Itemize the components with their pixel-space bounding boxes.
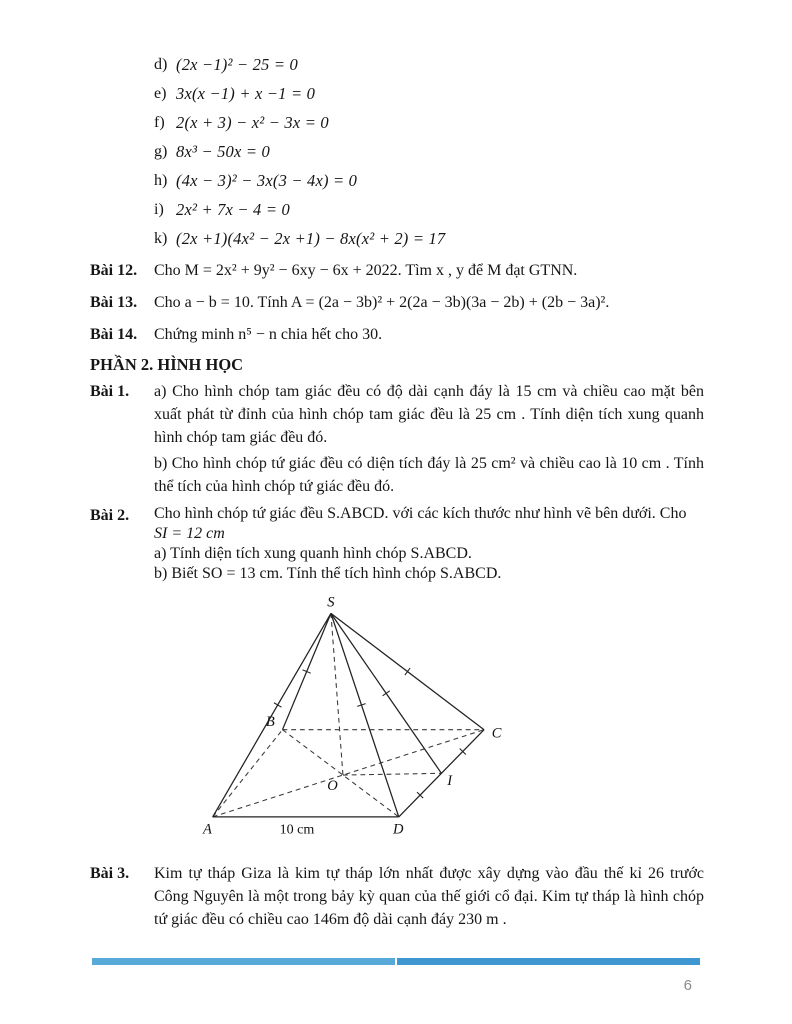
problem-part-b: b) Cho hình chóp tứ giác đều có diện tích đáy là 25 cm² và chiều cao là 10 cm . Tính thể tích của hình chóp tứ giác đều đó. — [154, 455, 704, 495]
problem-bai-3 — [90, 862, 704, 931]
problem-text: Cho a − b = 10. Tính A = (2a − 3b)² + 2(2a − 3b)(3a − 2b) + (2b − 3a)². — [154, 294, 610, 311]
pyramid-figure — [190, 594, 530, 846]
problem-body — [154, 380, 704, 501]
equation-label: d) — [154, 55, 168, 73]
center-label-o: O — [327, 777, 338, 794]
equation-item — [154, 108, 704, 137]
equation-label: g) — [154, 142, 168, 160]
vertex-label-b: B — [265, 713, 275, 730]
diagonal-ac — [213, 730, 484, 817]
given-value: SI = 12 cm — [154, 525, 225, 542]
equation-expression: (2x −1)² − 25 = 0 — [176, 54, 298, 74]
tick-sa — [274, 703, 282, 707]
equation-expression: 3x(x −1) + x −1 = 0 — [176, 83, 316, 103]
problem-label: Bài 2. — [90, 507, 130, 524]
problem-part-a: a) Cho hình chóp tam giác đều có độ dài cạnh đáy là 15 cm và chiều cao mặt bên xuất phát từ đỉnh của hình chóp tam giác đều là 25 cm . Tính diện tích xung quanh hình chóp tam giác đều đó. — [154, 383, 704, 446]
equation-label: f) — [154, 113, 165, 131]
problem-body — [154, 504, 704, 584]
edge-dc — [399, 730, 484, 817]
equation-label: e) — [154, 84, 167, 102]
problem-bai-13 — [90, 288, 704, 317]
midpoint-label-i: I — [447, 772, 453, 789]
equation-expression: 8x³ − 50x = 0 — [176, 141, 270, 161]
problem-bai-1 — [90, 380, 704, 501]
equation-expression: (2x +1)(4x² − 2x +1) − 8x(x² + 2) = 17 — [176, 228, 446, 248]
equation-expression: 2x² + 7x − 4 = 0 — [176, 199, 290, 219]
problem-label: Bài 12. — [90, 262, 138, 279]
vertex-label-d: D — [392, 821, 404, 838]
problem-label: Bài 13. — [90, 294, 138, 311]
equation-item — [154, 166, 704, 195]
equation-item — [154, 195, 704, 224]
figure-container — [190, 594, 530, 846]
equation-list — [154, 50, 704, 253]
equation-label: i) — [154, 200, 164, 218]
footer-bar-left-segment — [92, 958, 395, 965]
vertex-label-s: S — [327, 594, 335, 611]
height-so — [331, 613, 343, 775]
vertex-label-c: C — [491, 725, 502, 742]
page-number: 6 — [683, 977, 692, 994]
tick-si — [383, 691, 390, 696]
diagonal-bd — [282, 730, 398, 817]
problem-text: Cho M = 2x² + 9y² − 6xy − 6x + 2022. Tìm x , y để M đạt GTNN. — [154, 262, 578, 279]
equation-item — [154, 224, 704, 253]
vertex-label-a: A — [202, 821, 212, 838]
equation-label: h) — [154, 171, 168, 189]
problem-label: Bài 3. — [90, 865, 130, 882]
figure-labels — [202, 595, 502, 838]
edge-ab — [213, 730, 283, 817]
problem-bai-2 — [90, 504, 704, 584]
equation-item — [154, 137, 704, 166]
problem-text: Chứng minh n⁵ − n chia hết cho 30. — [154, 326, 383, 343]
problem-label: Bài 14. — [90, 326, 138, 343]
problem-part-b: b) Biết SO = 13 cm. Tính thể tích hình chóp S.ABCD. — [154, 565, 502, 582]
problem-label: Bài 1. — [90, 383, 130, 400]
problem-intro: Cho hình chóp tứ giác đều S.ABCD. với các kích thước như hình vẽ bên dưới. Cho — [154, 505, 687, 522]
problem-part-a: a) Tính diện tích xung quanh hình chóp S.ABCD. — [154, 545, 472, 562]
equation-label: k) — [154, 229, 168, 247]
problem-bai-12 — [90, 256, 704, 285]
equation-item — [154, 50, 704, 79]
segment-oi — [343, 773, 441, 775]
visible-edges — [213, 613, 484, 817]
problem-text: Kim tự tháp Giza là kim tự tháp lớn nhất được xây dựng vào đầu thế kỉ 26 trước Công Nguyên là một trong bảy kỳ quan của thế giới cổ đại. Kim tự tháp là hình chóp tứ giác đều có chiều cao 146m độ dài cạnh đáy 230 m . — [154, 865, 704, 928]
equation-item — [154, 79, 704, 108]
base-measure-label: 10 cm — [279, 821, 315, 838]
section-heading: PHẦN 2. HÌNH HỌC — [90, 355, 244, 374]
page-content — [90, 50, 704, 931]
hidden-edges — [213, 613, 484, 817]
footer-bar-right-segment — [397, 958, 700, 965]
footer-divider — [92, 958, 700, 965]
equation-expression: (4x − 3)² − 3x(3 − 4x) = 0 — [176, 170, 358, 190]
edge-sd — [331, 613, 399, 817]
problem-bai-14 — [90, 320, 704, 349]
tick-sc — [405, 668, 410, 675]
equation-expression: 2(x + 3) − x² − 3x = 0 — [176, 112, 329, 132]
